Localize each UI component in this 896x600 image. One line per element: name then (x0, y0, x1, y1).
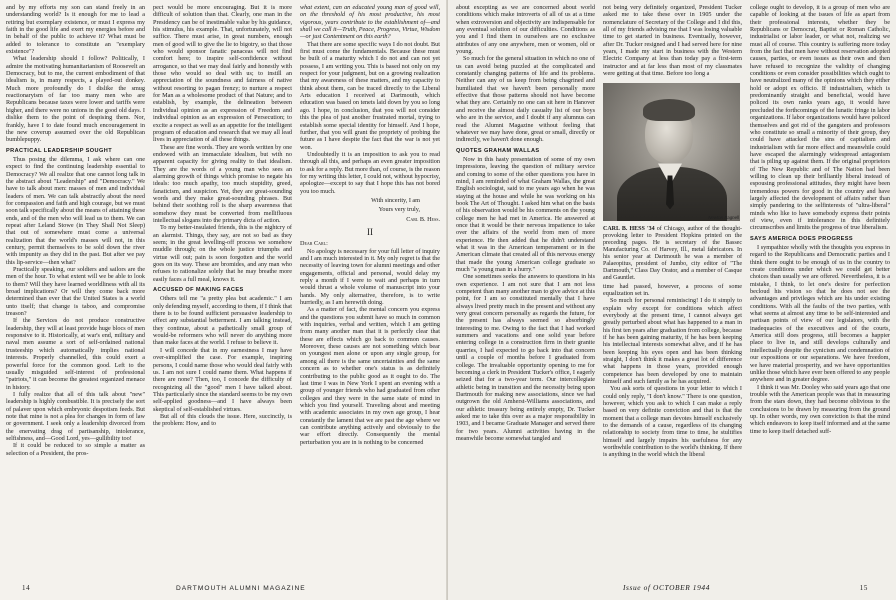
paragraph: If it could be reduced to so simple a matter as selection of a President, the pros- (6, 442, 145, 457)
paragraph: college ought to develop, it is a group of men who are capable of looking at the issues of life as apart from their professional interests, whether they be Republicans or Democrat, Baptist or Roman Catholic, industrialist or labor leader, or what not, realizing we must all of course. This country is suffering more today from the fact that men have without reservation adopted causes, parties, or even issues as their own and then have refused to recognize the validity of changing conditions or even consider possibilities which ought to have neutralized many of the opinions which they either hold or adopt ex officio. If industrialism, which is predominantly straight and beneficial, would have policed its own ranks years ago, it would have precluded the forthcomings of the lunatic fringe in labor organizations. If labor organizations would have policed themselves and got rid of the gangsters and professors who constitute so small a minority of their group, they could have attacked the sins of capitalism and industrialism with far more effect and meanwhile could have escaped the alarmingly widespread antagonism that is piling up against them. If the original proprietors of The New Republic and of The Nation had been willing to clean up their brilliantly liberal instead of espousing professional attitudes, they might have been tremendous powers for good in the country and have largely affected the development of affairs rather than simply pandering to the selfinterests of "ultra-liberal" minds who like to have somebody express their points of view, even if intolerance in this definitely circumscribes and limits the progress of true liberalism. (750, 4, 890, 232)
photo-caption (603, 226, 742, 283)
paragraph: and by my efforts my son can stand freely in an understanding world? Is it enough for me to lead a retiring but exemplary existence, or must I express my faith in the good life and exert my energies before and in behalf of the public to achieve it? What must be added to tolerance to constitute an "exemplary existence"? (6, 4, 145, 56)
paragraph: What leadership should I follow? Politically, I admire the motivating humanitarianism of Roosevelt an Democracy, but to me, the current embodiment of that idealism is, in many respects, a played-out donkey. Much more profoundly do I dislike the smug reactionaryism of far too many men who are Republicans because taxes were lower and tariffs were higher, and there were no unions in the good old days. I dislike them to the point of despising them. Nor, frankly, have I to date found much encouragement in the new coverup assumed over the old Republican bumblepuppy. (6, 55, 145, 144)
right-page-column-3 (750, 4, 890, 576)
paragraph: what extent, can an educated young man of good will, on the threshold of his most productive, his most vigorous, years contribute to the establishment of—and shall we call it—Truth, Peace, Progress, Virtue, Wisdom—or just Contentment on this earth? (300, 4, 440, 41)
subheading: PRACTICAL LEADERSHIP SOUGHT (6, 147, 113, 154)
salutation: Dear Carl: (300, 240, 328, 248)
left-page-column-1 (6, 4, 145, 576)
paragraph: You ask sorts of questions in your letter to which I could only reply, "I don't know." There is one question, however, which you ask to which I can make a reply based on very definite conviction and that is that the moment that a college man devotes himself exclusively to the demands of a cause, regardless of its changing relationship to society from time to time, he stultifies himself and largely impairs his usefulness for any worthwhile contribution to the world's thinking. If there is anything in the world which the liberal (603, 385, 742, 459)
subheading: ACCUSED OF MAKING FACES (153, 287, 244, 294)
paragraph: Now in this hasty presentation of some of my own impressions, leaving the question of military service and coming to some of the other questions you have in mind, I am reminded of what Graham Wallas, the great English sociologist, said to me years ago when he was staying at the house and while he was working on his book The Art of Thought. I asked him what on the basis of his observation would be his comments on the young college men he had met in America. He answered at once that it would be their nervous impatience to take over the affairs of the world from men of more experience. He then added that he didn't understand what it was in the American temperament or in the American climate that created all of this nervous energy that made the young American college graduate so much "a young man in a hurry." (456, 155, 595, 274)
right-page-column-1 (456, 4, 595, 576)
right-page (448, 0, 896, 600)
right-page-column-2 (603, 4, 742, 576)
paragraph: Others tell me "a pretty plea but academic." I am only defending myself, according to them, if I think that there is to be found sufficient persuasive leadership to effect any substantial betterment. I am talking instead, they continue, about a pathetically small group of would-be reformers who will never do anything more than make faces at the world. I refuse to believe it. (153, 295, 292, 347)
signature: Carl B. Hess. (406, 215, 440, 223)
page-number: 15 (859, 584, 868, 592)
paragraph: One sometimes seeks the answers to questions in his own experience. I am not sure that I am not less competent than many another man to give advice at this point, for I am so constituted mentally that I have always lived pretty much in the present and without any very great concern personally as regards the future, for the present has always seemed so absorbingly interesting to me. Owing to the fact that I had worked summers and vacations and one solid year before entering college in a construction firm in their granite quarries, I had expected to go back into that concern until a couple of months before I graduated from college. The invaluable opportunity opening to me for becoming a clerk in President Tucker's office, I eagerly seized that for a two-year term. Our intercollegiate athletic being in transition and the necessity being upon Dartmouth for making new associations, since we had outgrown the old Amherst-Williams associations, and our athletic treasury being entirely empty, Dr. Tucker asked me to take this over as a major responsibility in 1903, and I became Graduate Manager and served there for two years. Alumni activities having in the meanwhile become somewhat tangled and (456, 273, 595, 442)
paragraph: I fully realize that all of this talk about "new" leadership is highly combustible. It is precisely the sort of palaver upon which embryonic despotism feeds. But note that mine is not a plea for changes in form of law or government. I seek only a leadership divorced from the enervating drag of partisanship, intolerance, selfishness, and—Good Lord, yes—gullibility too! (6, 390, 145, 442)
paragraph: That there are some specific ways I do not doubt. But first must come the fundamentals. Because these must be built of a maturity which I do not and can not yet possess, I am writing you. This is based not only on my respect for your judgment, but on a growing realization that my awareness of these matters, and my capacity to think about them, can be traced directly to the Liberal Arts education I received at Dartmouth, which education was based on tenets laid down by you so long ago. I hope, in conclusion, that you will not consider this the plea of just another frustrated mortal, trying to establish some special identity for himself. And I hope, further, that you will grant the propriety of probing the future as I have despite the fact that the war is not yet won. (300, 40, 440, 151)
photo-credit: Newton Bagnell (708, 215, 739, 221)
subheading: QUOTES GRAHAM WALLAS (456, 147, 540, 154)
issue-date: Issue of OCTOBER 1944 (623, 583, 710, 592)
subheading: SAYS AMERICA DOES PROGRESS (750, 235, 854, 242)
paragraph: Thus posing the dilemma, I ask where can one expect to find the continuing leadership essential to Democracy? We all realize that one cannot long talk in the abstract about "Leadership" and "Democracy." We have to talk about men: masses of men and individual leaders of men. We can talk abstractly about the need for compassion and faith and high courage, but we must soon talk specifically about the means of attaining these ends, and of the men who will lead us to them. We can repeat after Leland Stowe (in They Shall Not Sleep) that out of somewhere must come a universal realization that the world's masses will not, in this century, permit themselves to be sold down the river with impunity as they did in the past. But after we pay this lip-service—then what? (6, 155, 145, 266)
closing-line: With sincerity, I am (371, 196, 420, 204)
paragraph: time had passed, however, a process of some equalization set in. (603, 282, 742, 297)
paragraph: But all of this clouds the issue. Here, succinctly, is the problem: How, and to (153, 412, 292, 428)
paragraph: Practically speaking, our soldiers and sailors are the men of the hour. To what extent will we be able to look to them? Will they have learned worldliness with all its broad implications? Or will they come back more determined than ever that the United States is a world unto itself; that change is taboo, and compromise treason? (6, 266, 145, 318)
paragraph: I think it was Mr. Dooley who said years ago that one trouble with the American people was that in measuring from the stars down, they had become oblivious to the conclusions to be drawn by measuring from the ground up. In other words, my own conviction is that the mind which endeavors to keep itself informed and at the same time to keep itself detached suff- (750, 383, 890, 435)
portrait-hair (643, 99, 695, 121)
paragraph: These are fine words. They are words written by one endowed with an immaculate idealism, but with no apparent capacity for giving reality to that idealism. They are the words of a young man who sees an alarming growth of things which promise to negate his ideals: too much apathy, too much stupidity, greed, fanaticism, and suspicion. Yet, they are great-sounding words and they make great-sounding phrases. But behind their soothing roll is the sharp awareness that somehow they must be converted from mellifluous intellectual slogans into the primary dicta of action. (153, 143, 292, 224)
paragraph: I sympathize wholly with the thoughts you express in regard to the Republicans and Democratic parties and I think there ought to be enough of us in the country to create conditions under which we could get better choices than usually we are offered. Nevertheless, it is a mistake, I think, to let one's desire for perfection becloud his vision so that he does not see the advantages and privileges which are his under existing conditions. With all the faults of the two parties, with what seems at almost any time to be self-interested and partisan points of view of our legislators, with the inadequacies of the executives and of the courts, America still does progress, still becomes a happier place to live in, and still develops culturally and intellectually despite the cynicism and condemnation of our expositions or our separations. We have freedom, we have material prosperity, and we have opportunities unlike those which have ever been offered to any people anywhere and in greater degree. (750, 244, 890, 384)
paragraph: No apology is necessary for your full letter of inquiry and I am much interested in it. My only regret is that the necessity of leaving town for alumni meetings and other engagements, official and personal, would delay my reply a month if I were to wait and perhaps in turn would thrust a whole volume of manuscript into your hands. My only alternative, therefore, is to write hurriedly, as I am herewith doing. (300, 247, 440, 307)
paragraph: about excepting as we are concerned about world conditions which make introverts of all of us at a time when extroversion and objectivity are indispensable for any eventual solution of our difficulties. Conditions as you and I find them in ourselves are no exclusive attributes of any one anywhere, men or women, old or young. (456, 4, 595, 56)
paragraph: As a matter of fact, the mental concern you express and the questions you submit have so much in common with inquiries, verbal and written, which I am getting from many another man that it is perfectly clear that these are effects which go back to common causes. Moreover, these causes are not something which bear on youngest men alone or upon any single group, for among all there is the same uncertainties and the same concern as to whether one's status is as definitely contributing to the public good as it ought to do. The last time I was in New York I spent an evening with a group of younger friends who had graduated from other colleges and they were in the same state of mind in which you find yourself. Traveling about and meeting with academic associates in my own age group, I hear constantly the lament that we are past the age where we can contribute anything actively and obviously to the war effort directly. Consequently the mental perturbation you are in is nothing to be concerned (300, 306, 440, 446)
paragraph: So much for personal reminiscing! I do it simply to explain why except for conditions which affect everybody at the present time, I cannot always get greatly perturbed about what has happened to a man in his first ten years after graduation from college, because if he has been gaining maturity, if he has been keeping his intellectual interests somewhat alive, and if he has been keeping his eyes open and has been thinking straight, I don't think it makes a great lot of difference what happens in those years, provided enough competence has been developed by one to maintain himself and such family as he has acquired. (603, 297, 742, 385)
caption-text: of Chicago, author of the thought-provoking letter to President Hopkins printed on the preceding pages. He is secretary of the Bassec Manufacturing Co. of Harvey, Ill., metal fabricators. In his senior year at Dartmouth he was a member of Palaeopitus, president of Jumbo, city editor of "The Dartmouth," Class Day Orator, and a member of Casque and Gauntlet. (603, 225, 742, 282)
paragraph: To my better-insulated friends, this is the nightcry of an alarmist. Things, they say, are not so bad as they seem; in the great levelling-off process we somehow muddle through; on the whole justice triumphs and virtue will out; pain is soon forgotten and the world goes on its way. These are bromides, and any man who refuses to rationalize solely that he may breathe more easily faces a full meal, knows it. (153, 224, 292, 283)
caption-name: CARL B. HESS '34 (603, 225, 655, 232)
magazine-title: DARTMOUTH ALUMNI MAGAZINE (176, 585, 306, 592)
left-page-column-2 (153, 4, 292, 576)
paragraph: If the Services do not produce constructive leadership, they will at least provide huge blocs of men responsive to it. Historically, at war's end, military and naval men assume a sort of self-ordained national trusteeship which automatically implies national interests. Properly channelled, this could exert a powerful force for the common good. Left to the usually misguided self-interest of professional "patriots," it can become the greatest organized menace in history. (6, 317, 145, 391)
page-number: 14 (22, 584, 31, 592)
paragraph: Undoubtedly it is an imposition to ask you to read through all this, and perhaps an even greater imposition to ask for a reply. But more than, of course, is the reason for my writing this letter, I could not, without hypocrisy, apologize—except to say that I hope this has not bored you too much. (300, 150, 440, 195)
portrait-photo (603, 83, 740, 221)
paragraph: I will concede that in my earnestness I may have over-simplified the case. For example, inspiring persons, I could name those who would deal fairly with us. I am not sure I could name them. What happens if there are none? Then, too, I concede the difficulty of recognizing all the "good" men I have talked about. This particularly since the standard seems to be my own self-applied goodness—and I have always been skeptical of self-established virtues. (153, 346, 292, 413)
paragraph: So much for the general situation in which no one of us can avoid being puzzled at the complicated and constantly changing patterns of life and its problems. Neither can any of us keep from being chagrined and humiliated that we haven't been personally more effective that those patterns should not have become what they are. Certainly no one can sit here in Hanover and receive the almost daily casualty list of our boys who are in the service, and I doubt if any alumnus can read the Alumni Magazine without feeling that whatever we may have done, great or small, directly or indirectly, we haven't done enough. (456, 55, 595, 144)
paragraph: not being very definitely organized, President Tucker asked me to take these over in 1905 under the nomenclature of Secretary of the College and I did this, all of my friends advising me that I was losing valuable time to get started in business. Eventually, however, after Dr. Tucker resigned and I had served here for nine years, I made my start in business with the Western Electric Company at less than today pay a first-term instructor and at far less than most of my classmates were getting at that time. Before too long a (603, 4, 742, 78)
paragraph: pect would be more encouraging. But it is more difficult of solution than that. Clearly, one man in the Presidency can be of inestimable value by his guidance, his stimulus, his example. That, unfortunately, will not suffice. There must arise, in great numbers, enough men of good will to give the lie to bigotry, so that those who would sponsor fanatic panaceas will not find comfort here; to inspire self-confidence without arrogance, so that we may deal fairly and honestly with those who would so deal with us; to instill an appreciation of the soundness and fairness of native without resorting to pagan frenzy; to nurture a respect for Man as a wholesome product of that Nature; and to establish, by example, the delineation between individual opinion as an expression of Freedom and individual opinion as an expression of Persecution; to excite a respect as well as an appetite for the intelligent program of education and research that we may all lead lives in appreciation of all these things. (153, 4, 292, 144)
section-numeral: II (367, 226, 373, 237)
left-page-column-3 (300, 4, 440, 576)
closing-line: Yours very truly, (378, 206, 420, 214)
